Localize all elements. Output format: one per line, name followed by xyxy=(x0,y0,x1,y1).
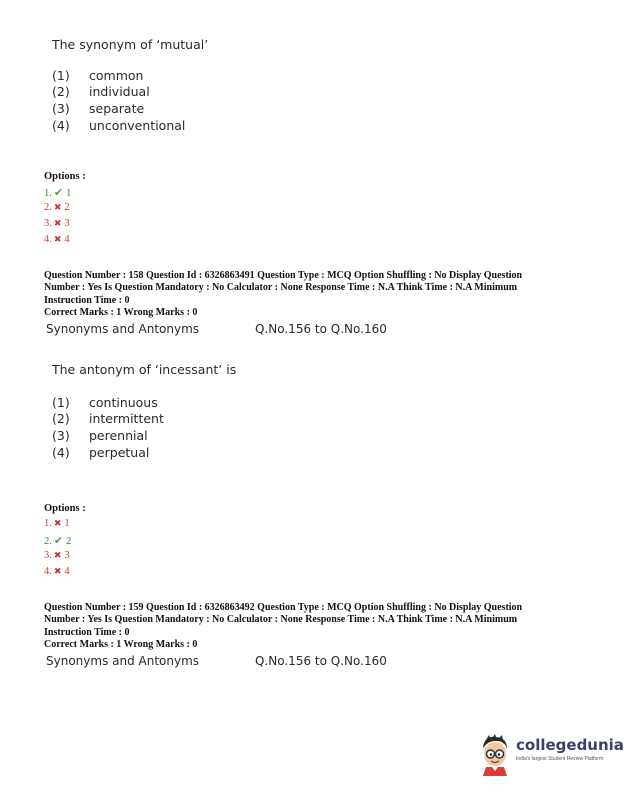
choice-text: continuous xyxy=(89,395,158,410)
option-value: 3 xyxy=(64,218,70,229)
question-2-choice-2 xyxy=(52,411,164,426)
choice-text: intermittent xyxy=(89,411,164,426)
choice-number: (2) xyxy=(52,84,70,99)
metadata-line: Question Number : 158 Question Id : 6326863491 Question Type : MCQ Option Shuffling : No Display Question xyxy=(44,270,523,281)
option-4 xyxy=(44,234,70,245)
question-1-choice-3 xyxy=(52,101,144,116)
cross-icon: ✖ xyxy=(53,566,62,576)
option-3 xyxy=(44,218,70,229)
option-1 xyxy=(44,518,70,529)
choice-number: (4) xyxy=(52,118,70,133)
logo-tagline: India's largest Student Review Platform xyxy=(516,756,604,762)
metadata-line: Instruction Time : 0 xyxy=(44,294,130,306)
metadata-line: Question Number : 159 Question Id : 6326863492 Question Type : MCQ Option Shuffling : No Display Question xyxy=(44,602,523,613)
choice-text: perennial xyxy=(89,428,148,443)
choice-text: individual xyxy=(89,84,150,99)
option-prefix: 3. xyxy=(44,550,52,561)
option-prefix: 4. xyxy=(44,566,52,577)
choice-number: (4) xyxy=(52,445,70,460)
cross-icon: ✖ xyxy=(53,518,62,528)
question-range: Q.No.156 to Q.No.160 xyxy=(255,322,387,336)
option-value: 2 xyxy=(64,202,70,213)
choice-number: (3) xyxy=(52,101,70,116)
cross-icon: ✖ xyxy=(53,218,62,228)
choice-text: unconventional xyxy=(89,118,186,133)
question-1-choice-1 xyxy=(52,68,143,83)
option-3 xyxy=(44,550,70,561)
option-2 xyxy=(44,202,70,213)
choice-text: separate xyxy=(89,101,145,116)
option-4 xyxy=(44,566,70,577)
collegedunia-logo xyxy=(478,734,624,778)
option-prefix: 4. xyxy=(44,234,52,245)
option-prefix: 1. xyxy=(44,188,52,199)
question-2-text: The antonym of ‘incessant’ is xyxy=(52,362,237,377)
choice-number: (1) xyxy=(52,68,70,83)
question-metadata xyxy=(44,602,584,652)
metadata-line: Number : Yes Is Question Mandatory : No Calculator : None Response Time : N.A Think Time : N.A Minimum xyxy=(44,282,518,294)
question-metadata xyxy=(44,270,584,320)
check-icon: ✔ xyxy=(53,187,64,199)
question-1-choice-4 xyxy=(52,118,185,133)
option-prefix: 1. xyxy=(44,518,52,529)
choice-text: common xyxy=(89,68,144,83)
logo-name: collegedunia xyxy=(516,736,624,754)
option-prefix: 2. xyxy=(44,536,52,547)
marks-line: Correct Marks : 1 Wrong Marks : 0 xyxy=(44,639,198,651)
cross-icon: ✖ xyxy=(53,202,62,212)
question-2-choice-3 xyxy=(52,428,148,443)
metadata-line: Number : Yes Is Question Mandatory : No Calculator : None Response Time : N.A Think Time : N.A Minimum xyxy=(44,614,518,626)
option-value: 4 xyxy=(64,566,70,577)
cross-icon: ✖ xyxy=(53,234,62,244)
question-1-text: The synonym of ‘mutual’ xyxy=(52,37,209,52)
option-value: 1 xyxy=(64,518,70,529)
choice-number: (1) xyxy=(52,395,70,410)
section-name: Synonyms and Antonyms xyxy=(46,322,200,336)
question-1-choice-2 xyxy=(52,84,150,99)
options-label: Options : xyxy=(44,503,86,514)
option-1 xyxy=(44,186,71,199)
option-value: 1 xyxy=(66,188,72,199)
choice-text: perpetual xyxy=(89,445,150,460)
mascot-icon xyxy=(478,734,512,776)
question-range: Q.No.156 to Q.No.160 xyxy=(255,654,387,668)
question-2-choice-1 xyxy=(52,395,158,410)
option-prefix: 2. xyxy=(44,202,52,213)
marks-line: Correct Marks : 1 Wrong Marks : 0 xyxy=(44,307,198,319)
choice-number: (3) xyxy=(52,428,70,443)
section-name: Synonyms and Antonyms xyxy=(46,654,200,668)
cross-icon: ✖ xyxy=(53,550,62,560)
options-label: Options : xyxy=(44,171,86,182)
option-2 xyxy=(44,534,71,547)
option-value: 3 xyxy=(64,550,70,561)
choice-number: (2) xyxy=(52,411,70,426)
metadata-line: Instruction Time : 0 xyxy=(44,626,130,638)
option-value: 2 xyxy=(66,536,72,547)
check-icon: ✔ xyxy=(53,535,64,547)
question-2-choice-4 xyxy=(52,445,149,460)
option-value: 4 xyxy=(64,234,70,245)
option-prefix: 3. xyxy=(44,218,52,229)
